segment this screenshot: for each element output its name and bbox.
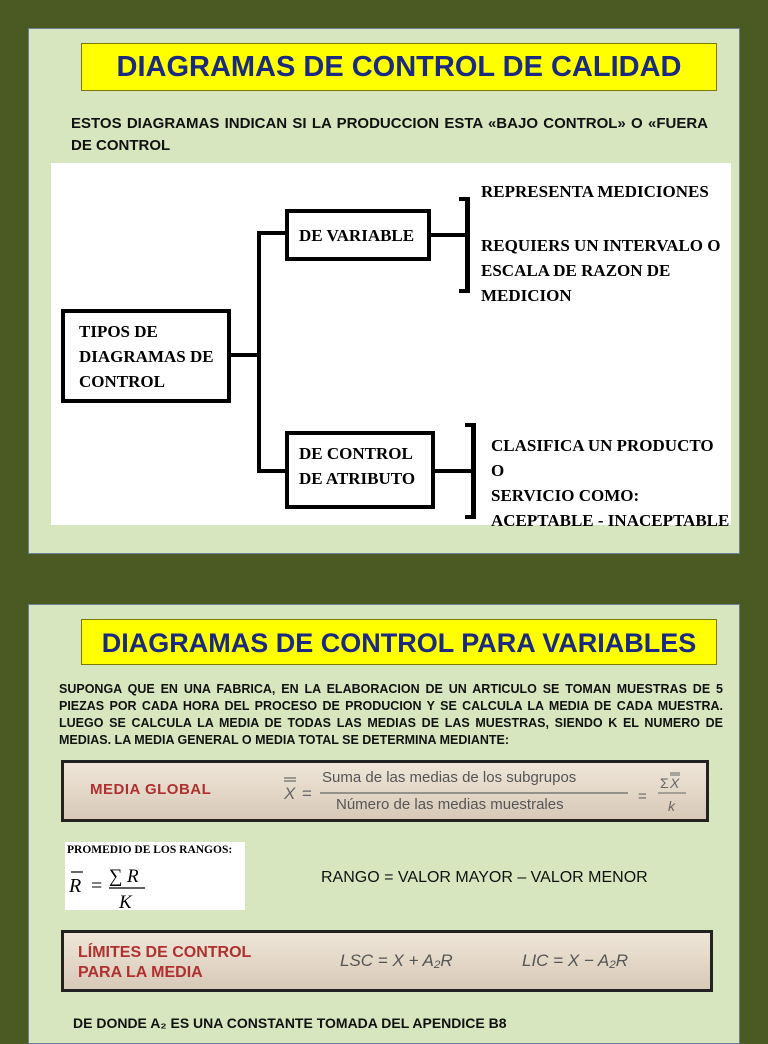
media-global-formula [61, 760, 709, 822]
k-letter: K [119, 892, 132, 910]
limites-control-formula [61, 930, 713, 992]
k-symbol: k [668, 798, 675, 814]
rbar-symbol: R [69, 875, 82, 897]
variable-desc-2-line-2: ESCALA DE RAZON DE [481, 261, 671, 280]
sum-x: X [670, 775, 680, 791]
atributo-line-1: DE CONTROL [299, 444, 413, 463]
tipos-diagrama-tree [51, 163, 731, 530]
xbar-symbol: X [284, 784, 296, 803]
atributo-desc-line-3: ACEPTABLE - INACEPTABLE [491, 511, 730, 530]
sum-symbol: Σ [660, 775, 669, 791]
limites-label-line-1: LÍMITES DE CONTROL [78, 944, 252, 961]
root-line-3: CONTROL [79, 372, 165, 391]
connector-variable-desc [431, 233, 467, 237]
formula-denominator: Número de las medias muestrales [336, 796, 564, 813]
sum-r-sigma: ∑ [109, 866, 123, 887]
slide-control-calidad [28, 28, 740, 554]
limites-label-line-2: PARA LA MEDIA [78, 964, 203, 981]
atributo-desc [491, 433, 731, 533]
connector-vertical [257, 231, 261, 473]
slide-control-variables [28, 604, 740, 1044]
rango-definition: RANGO = VALOR MAYOR – VALOR MENOR [321, 869, 648, 886]
connector-atributo-desc [435, 469, 473, 473]
lic-formula: LIC = X − A₂R [522, 951, 629, 970]
sum-r-letter: R [127, 866, 139, 887]
connector-root [231, 353, 259, 357]
variable-desc-2-line-3: MEDICION [481, 286, 572, 305]
bracket-atributo [471, 423, 476, 519]
rbar-equals: = [91, 875, 103, 897]
atributo-line-2: DE ATRIBUTO [299, 469, 416, 488]
media-global-label: MEDIA GLOBAL [90, 781, 212, 798]
slide2-footer: DE DONDE A₂ ES UNA CONSTANTE TOMADA DEL APENDICE B8 [73, 1015, 507, 1031]
variable-label: DE VARIABLE [299, 226, 415, 245]
atributo-desc-line-2: SERVICIO COMO: [491, 486, 640, 505]
variable-desc-2-line-1: REQUIERS UN INTERVALO O [481, 236, 721, 255]
bracket-atributo-tick-bottom [465, 515, 476, 519]
bracket-variable-tick-top [459, 197, 470, 201]
bracket-variable [465, 197, 470, 293]
slide1-title: DIAGRAMAS DE CONTROL DE CALIDAD [81, 43, 717, 91]
equals-sign: = [302, 784, 312, 803]
slide2-intro: SUPONGA QUE EN UNA FABRICA, EN LA ELABORACION DE UN ARTICULO SE TOMAN MUESTRAS DE 5 PIEZAS POR CADA HORA DEL PROCESO DE PRODUCION Y SE CALCULA LA MEDIA DE CADA MUESTRA. LUEGO SE CALCULA LA MEDIA DE TODAS LAS MEDIAS DE LAS MUESTRAS, SIENDO K EL NUMERO DE MEDIAS. LA MEDIA GENERAL O MEDIA TOTAL SE DETERMINA MEDIANTE: [59, 682, 723, 747]
promedio-rangos-box [65, 842, 245, 910]
equals-sign-2: = [638, 788, 647, 805]
variable-desc-2 [481, 233, 721, 308]
connector-top [257, 231, 287, 235]
bracket-variable-tick-bottom [459, 289, 470, 293]
formula-numerator: Suma de las medias de los subgrupos [322, 769, 577, 786]
atributo-desc-line-1: CLASIFICA UN PRODUCTO O [491, 436, 714, 480]
root-line-2: DIAGRAMAS DE [79, 347, 214, 366]
variable-box [285, 209, 431, 261]
root-line-1: TIPOS DE [79, 322, 158, 341]
root-box [61, 309, 231, 403]
promedio-rangos-math [65, 842, 245, 910]
limites-label [78, 943, 308, 983]
variable-desc-1: REPRESENTA MEDICIONES [481, 182, 709, 201]
bracket-atributo-tick-top [465, 423, 476, 427]
promedio-label: PROMEDIO DE LOS RANGOS: [67, 844, 233, 856]
slide2-title: DIAGRAMAS DE CONTROL PARA VARIABLES [81, 619, 717, 665]
atributo-box [285, 431, 435, 509]
lsc-formula: LSC = X + A₂R [340, 951, 453, 970]
slide1-intro: ESTOS DIAGRAMAS INDICAN SI LA PRODUCCION ESTA «BAJO CONTROL» O «FUERA DE CONTROL [71, 115, 708, 154]
